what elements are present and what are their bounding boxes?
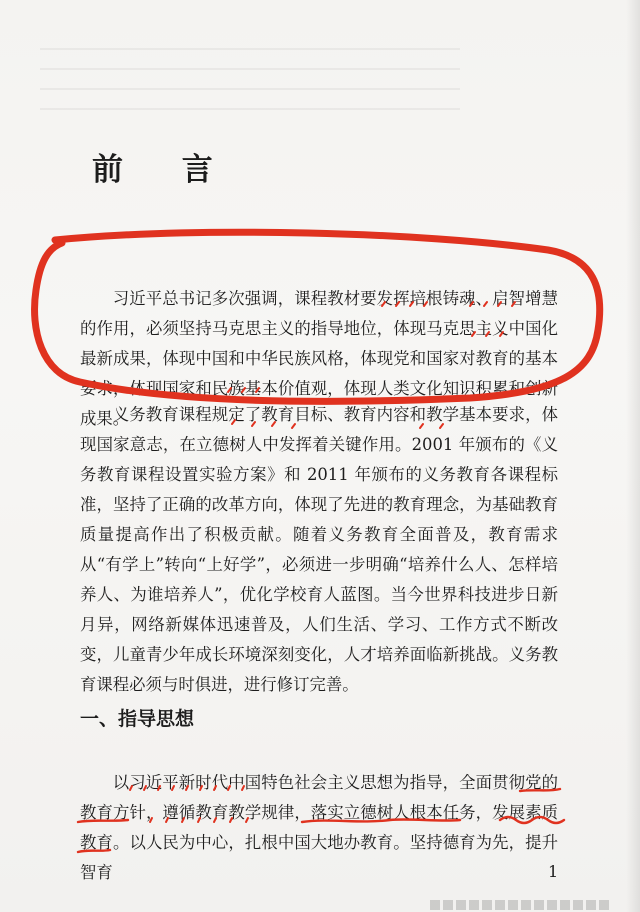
preface-paragraph-2: 义务教育课程规定了教育目标、教育内容和教学基本要求，体现国家意志，在立德树人中发挥着关键作用。2001 年颁布的《义务教育课程设置实验方案》和 2011 年颁布的义务教育各课程标准，坚持了正确的改革方向，体现了先进的教育理念，为基础教育质量提高作出了积极贡献。随着义务教育全面普及，教育需求从“有学上”转向“上好学”，必须进一步明确“培养什么人、怎样培养人、为谁培养人”，优化学校育人蓝图。当今世界科技进步日新月异，网络新媒体迅速普及，人们生活、学习、工作方式不断改变，儿童青少年成长环境深刻变化，人才培养面临新挑战。义务教育课程必须与时俱进，进行修订完善。 [80,405,558,694]
bottom-bleed-through [430,900,610,910]
page-edge-shadow [626,0,640,912]
section-paragraph: 以习近平新时代中国特色社会主义思想为指导，全面贯彻党的教育方针，遵循教育教学规律，落实立德树人根本任务，发展素质教育。以人民为中心，扎根中国大地办教育。坚持德育为先，提升智育 [80,773,558,882]
page-number: 1 [548,862,559,881]
show-through-text [40,30,460,120]
section-heading: 一、指导思想 [80,708,195,730]
page-title: 前 言 [92,152,237,188]
preface-paragraph-1: 习近平总书记多次强调，课程教材要发挥培根铸魂、启智增慧的作用，必须坚持马克思主义的指导地位，体现马克思主义中国化最新成果，体现中国和中华民族风格，体现党和国家对教育的基本要求，体现国家和民族基本价值观，体现人类文化知识积累和创新成果。 [80,289,558,428]
